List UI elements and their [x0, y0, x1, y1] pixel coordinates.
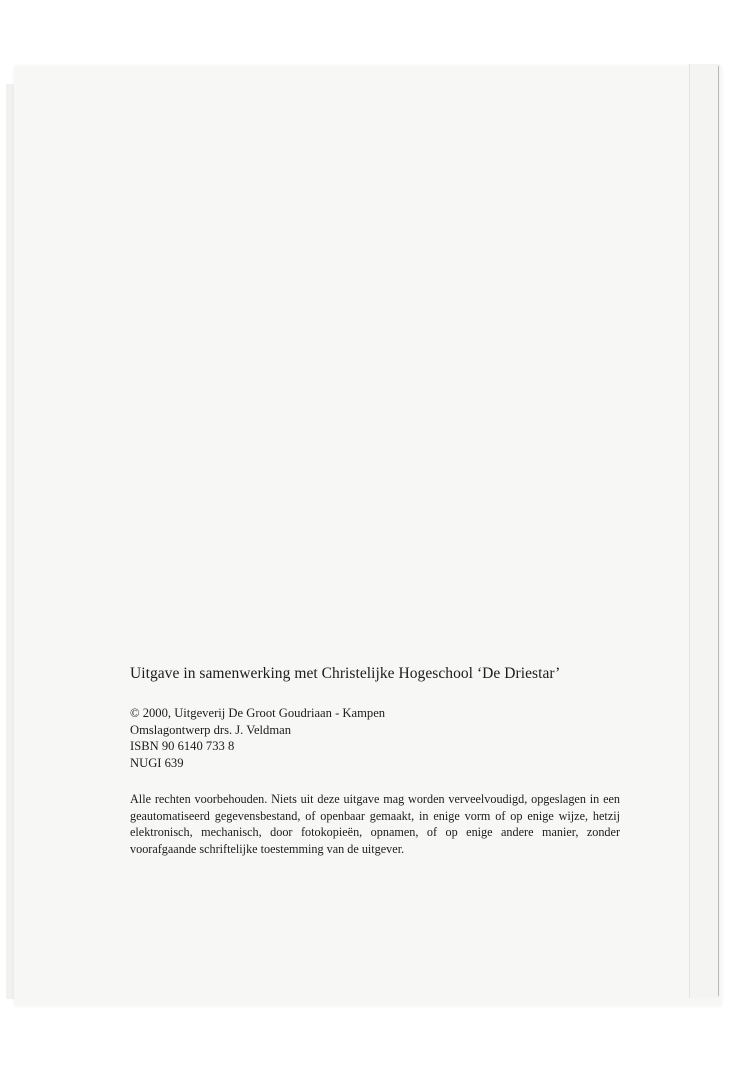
cooperation-note: Uitgave in samenwerking met Christelijke Hogeschool ‘De Driestar’: [130, 665, 561, 682]
colophon: [130, 665, 620, 857]
nugi-line: NUGI 639: [130, 755, 184, 770]
copyright-line: © 2000, Uitgeverij De Groot Goudriaan - Kampen: [130, 706, 386, 720]
isbn-line: ISBN 90 6140 733 8: [130, 739, 235, 753]
cover-design-line: Omslagontwerp drs. J. Veldman: [130, 722, 292, 737]
publication-info: [130, 705, 620, 771]
page-edge-right: [689, 64, 720, 998]
book-page: [14, 66, 722, 1006]
rights-notice: Alle rechten voorbehouden. Niets uit deze uitgave mag worden verveelvoudigd, opgeslagen in een geautomatiseerd gegevensbestand, of openbaar gemaakt, in enige vorm of op enige wijze, hetzij elektronisch, mechanisch, door fotokopieën, opnamen, of op enige andere manier, zonder voorafgaande schriftelijke toestemming van de uitgever.: [130, 792, 620, 856]
page-edge-line: [718, 66, 719, 996]
